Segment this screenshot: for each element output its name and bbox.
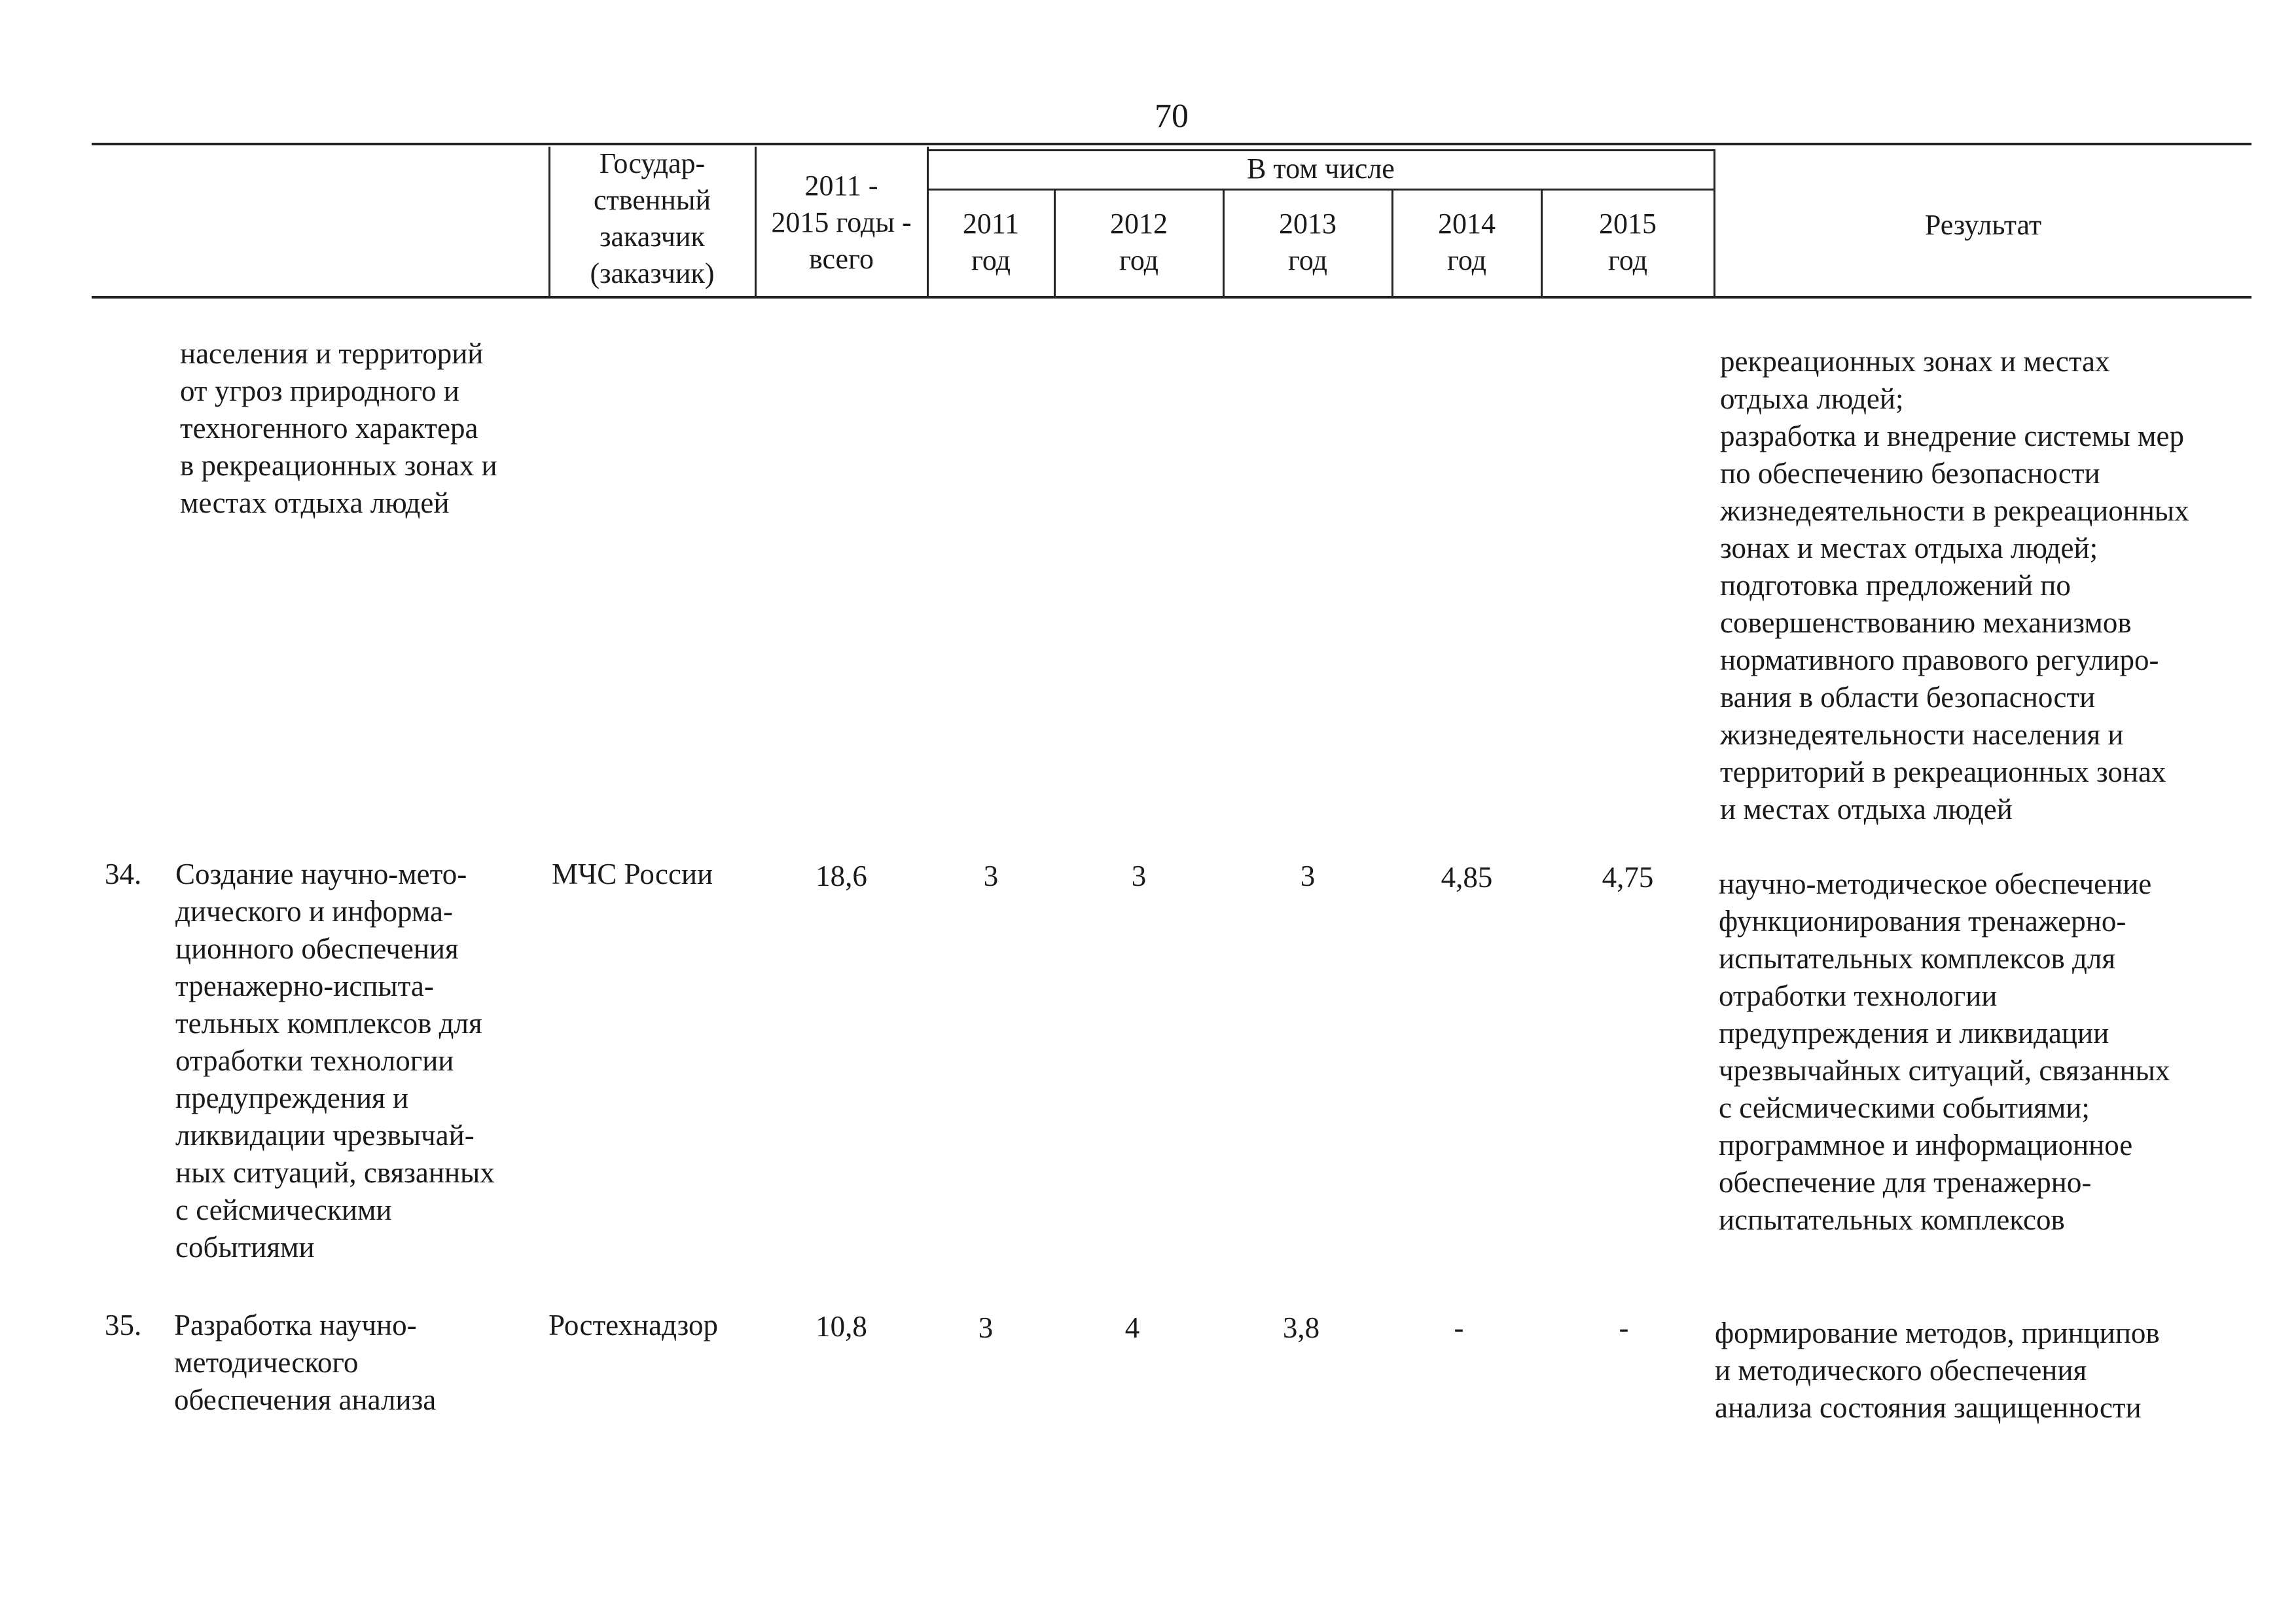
row-total: 10,8 (816, 1310, 867, 1343)
header-year-2012: 2012 год (1110, 208, 1168, 276)
header-year-2013: 2013 год (1279, 208, 1336, 276)
row-year-2013: 3,8 (1282, 1311, 1320, 1344)
row-name: населения и территорий от угроз природного и техногенного характера в рекреационных зонах и местах отдыха людей (180, 337, 497, 519)
row-year-2014: 4,85 (1441, 861, 1493, 894)
row-result: научно-методическое обеспечение функционирования тренажерно- испытательных комплексов для отработки технологии предупреждения и ликвидации чрезвычайных ситуаций, связанных с сейсмическими событиями; программное и информационное обеспечение для тренажерно- испытательных комплексов (1719, 867, 2170, 1236)
row-result: формирование методов, принципов и методического обеспечения анализа состояния защищенности (1715, 1317, 2160, 1424)
header-result: Результат (1924, 209, 2042, 241)
row-year-2012: 4 (1124, 1311, 1140, 1344)
row-customer: Ростехнадзор (548, 1309, 719, 1341)
row-result: рекреационных зонах и местах отдыха людей; разработка и внедрение системы мер по обеспечению безопасности жизнедеятельности в рекреационных зонах и местах отдыха людей; подготовка предложений по совершенствованию механизмов нормативного правового регулиро- вания в области безопасности жизнедеятельности населения и территорий в рекреационных зонах и местах отдыха людей (1720, 345, 2189, 826)
header-including: В том числе (1247, 153, 1395, 185)
header-year-2014: 2014 год (1438, 208, 1496, 276)
row-year-2011: 3 (983, 860, 999, 892)
header-total: 2011 - 2015 годы - всего (771, 170, 912, 275)
header-bottom-rule (92, 296, 2251, 299)
row-year-2013: 3 (1300, 860, 1316, 892)
row-year-2012: 3 (1131, 860, 1147, 892)
row-customer: МЧС России (552, 858, 713, 890)
header-top-rule (92, 143, 2251, 145)
header-year-2011: 2011 год (962, 208, 1020, 276)
header-year-2015: 2015 год (1599, 208, 1657, 276)
row-number: 35. (105, 1309, 142, 1341)
header-customer: Государ- ственный заказчик (заказчик) (590, 147, 715, 289)
row-year-2015: - (1619, 1311, 1629, 1344)
including-bottom-rule (928, 189, 1713, 191)
row-name: Разработка научно- методического обеспечения анализа (174, 1309, 437, 1416)
row-year-2011: 3 (978, 1311, 994, 1344)
row-name: Создание научно-мето- дического и информа- ционного обеспечения тренажерно-испыта- тельных комплексов для отработки технологии предупреждения и ликвидации чрезвычай- ных ситуаций, связанных с сейсмическими событиями (175, 858, 495, 1264)
page-number: 70 (1155, 98, 1189, 135)
row-year-2014: - (1454, 1311, 1464, 1344)
row-number: 34. (105, 858, 142, 890)
row-year-2015: 4,75 (1602, 861, 1654, 894)
row-total: 18,6 (816, 860, 867, 892)
